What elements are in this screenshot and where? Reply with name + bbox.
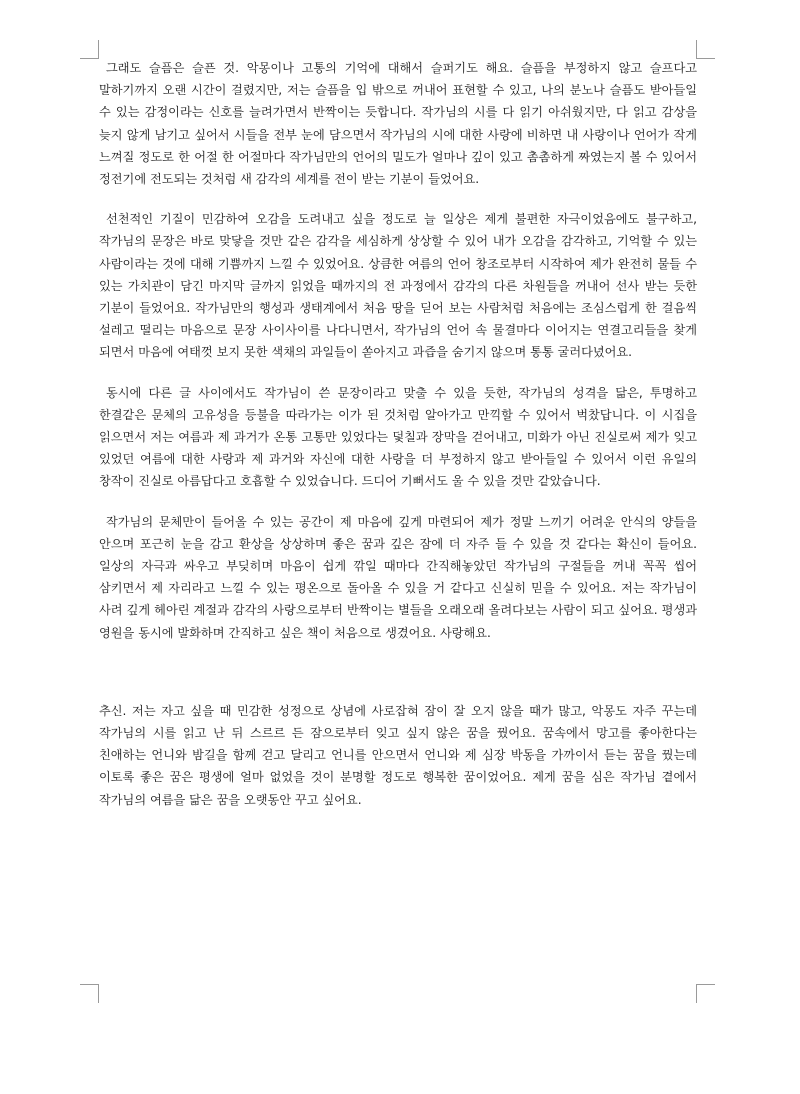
crop-mark-bottom-left xyxy=(80,984,99,1003)
paragraph-1: 그래도 슬픔은 슬픈 것. 악몽이나 고통의 기억에 대해서 슬퍼기도 해요. 슬픔을 부정하지 않고 슬프다고 말하기까지 오랜 시간이 걸렸지만, 저는 슬픔을 입 밖으로 꺼내어 표현할 수 있고, 나의 분노나 슬픔도 받아들일 수 있는 감정이라는 신호를 늘려가면서 반짝이는 듯합니다. 작가님의 시를 다 읽기 아쉬웠지만, 다 읽고 감상을 늦지 않게 남기고 싶어서 시들을 전부 눈에 담으면서 작가님의 시에 대한 사랑에 비하면 내 사랑이나 언어가 작게 느껴질 정도로 한 어절 한 어절마다 작가님만의 언어의 밀도가 얼마나 깊이 있고 촘촘하게 짜였는지 볼 수 있어서 정전기에 전도되는 것처럼 새 감각의 세계를 전이 받는 기분이 들었어요. xyxy=(99,61,697,187)
postscript-paragraph: 추신. 저는 자고 싶을 때 민감한 성정으로 상념에 사로잡혀 잠이 잘 오지 않을 때가 많고, 악몽도 자주 꾸는데 작가님의 시를 읽고 난 뒤 스르르 든 잠으로부터 잊고 싶지 않은 꿈을 꿨어요. 꿈속에서 망고를 좋아한다는 친애하는 언니와 밤길을 함께 걷고 달리고 언니를 안으면서 언니와 제 심장 박동을 가까이서 듣는 꿈을 꿨는데 이토록 좋은 꿈은 평생에 얼마 없었을 것이 분명할 정도로 행복한 꿈이었어요. 제게 꿈을 심은 작가님 곁에서 작가님의 여름을 닮은 꿈을 오랫동안 꾸고 싶어요. xyxy=(99,703,697,807)
paragraph-4: 작가님의 문체만이 들어올 수 있는 공간이 제 마음에 깊게 마련되어 제가 정말 느끼기 어려운 안식의 양들을 안으며 포근히 눈을 감고 환상을 상상하며 좋은 꿈과 깊은 잠에 더 자주 들 수 있을 것 같다는 확신이 들어요. 일상의 자극과 싸우고 부딪히며 마음이 쉽게 깎일 때마다 간직해놓았던 작가님의 구절들을 꺼내 꼭꼭 씹어 삼키면서 제 자리라고 느낄 수 있는 평온으로 돌아올 수 있을 거 같다고 신실히 믿을 수 있어요. 저는 작가님이 사려 깊게 헤아린 계절과 감각의 사랑으로부터 반짝이는 별들을 오래오래 올려다보는 사람이 되고 싶어요. 평생과 영원을 동시에 발화하며 간직하고 싶은 책이 처음으로 생겼어요. 사랑해요. xyxy=(99,514,697,640)
crop-mark-top-right xyxy=(696,40,715,59)
document-body xyxy=(99,57,697,811)
crop-mark-bottom-right xyxy=(696,984,715,1003)
crop-mark-top-left xyxy=(80,40,99,59)
paragraph-2: 선천적인 기질이 민감하여 오감을 도려내고 싶을 정도로 늘 일상은 제게 불편한 자극이었음에도 불구하고, 작가님의 문장은 바로 맞닿을 것만 같은 감각을 세심하게 상상할 수 있어 내가 오감을 감각하고, 기억할 수 있는 사람이라는 것에 대해 기쁨까지 느낄 수 있었어요. 상큼한 여름의 언어 창조로부터 시작하여 제가 완전히 물들 수 있는 가치관이 담긴 마지막 글까지 읽었을 때까지의 전 과정에서 감각의 다른 차원들을 꺼내어 선사 받는 듯한 기분이 들었어요. 작가님만의 행성과 생태계에서 처음 땅을 딛어 보는 사람처럼 처음에는 조심스럽게 한 걸음씩 설레고 떨리는 마음으로 문장 사이사이를 나다니면서, 작가님의 언어 속 물결마다 이어지는 연결고리들을 찾게 되면서 마음에 여태껏 보지 못한 색채의 과일들이 쏟아지고 과즙을 숨기지 않으며 통통 굴러다녔어요. xyxy=(99,212,697,360)
paragraph-3: 동시에 다른 글 사이에서도 작가님이 쓴 문장이라고 맞출 수 있을 듯한, 작가님의 성격을 닮은, 투명하고 한결같은 문체의 고유성을 등불을 따라가는 이가 된 것처럼 알아가고 만끽할 수 있어서 벅찼답니다. 이 시집을 읽으면서 저는 여름과 제 과거가 온통 고통만 있었다는 덫칠과 장막을 걷어내고, 미화가 아닌 진실로써 제가 잊고 있었던 여름에 대한 사랑과 제 과거와 자신에 대한 사랑을 더 부정하지 않고 받아들일 수 있어서 이런 유일의 창작이 진실로 아름답다고 호흡할 수 있었습니다. 드디어 기뻐서도 울 수 있을 것만 같았습니다. xyxy=(99,385,697,489)
